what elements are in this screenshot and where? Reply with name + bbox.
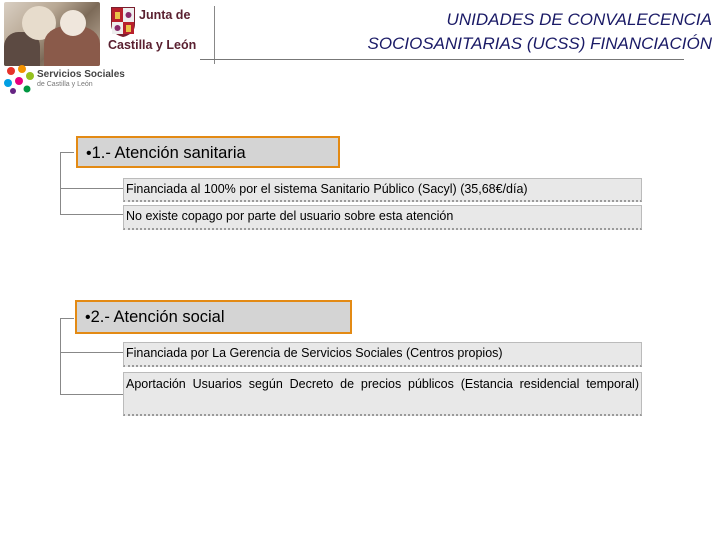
connector-horizontal — [60, 214, 123, 215]
bullet-icon: • — [86, 145, 92, 162]
section-heading-atencion-social — [75, 300, 352, 334]
header-photo — [4, 2, 100, 66]
info-item — [123, 178, 642, 202]
info-item-text: Financiada por La Gerencia de Servicios Sociales (Centros propios) — [126, 346, 503, 360]
junta-logo-text-line2: Castilla y León — [108, 38, 197, 52]
info-item — [123, 372, 642, 416]
section-heading-label: 1.- Atención sanitaria — [91, 144, 246, 162]
connector-horizontal — [60, 394, 123, 395]
page-title-line1: UNIDADES DE CONVALECENCIA — [446, 10, 712, 29]
servicios-sociales-logo-subtext: de Castilla y León — [37, 81, 93, 88]
page-title-line2: SOCIOSANITARIAS (UCSS) FINANCIACIÓN — [367, 34, 712, 53]
junta-logo-text: Junta de — [139, 8, 191, 22]
info-item-text: No existe copago por parte del usuario sobre esta atención — [126, 209, 454, 223]
connector-horizontal — [60, 152, 74, 153]
servicios-sociales-logo-text: Servicios Sociales — [37, 69, 125, 80]
section-heading-atencion-sanitaria — [76, 136, 340, 168]
section-heading-label: 2.- Atención social — [90, 308, 225, 326]
connector-horizontal — [60, 352, 123, 353]
info-item — [123, 342, 642, 367]
header-divider — [214, 6, 215, 64]
connector-horizontal — [60, 188, 123, 189]
bullet-icon: • — [85, 309, 91, 326]
info-item — [123, 205, 642, 230]
servicios-sociales-logo — [2, 64, 38, 94]
title-underline — [200, 59, 684, 60]
info-item-text: Aportación Usuarios según Decreto de precios públicos (Estancia residencial temporal) — [126, 377, 639, 391]
connector-horizontal — [60, 318, 74, 319]
junta-shield-logo — [110, 6, 136, 38]
connector-vertical — [60, 318, 61, 394]
connector-vertical — [60, 152, 61, 214]
info-item-text: Financiada al 100% por el sistema Sanitario Público (Sacyl) (35,68€/día) — [126, 182, 528, 196]
